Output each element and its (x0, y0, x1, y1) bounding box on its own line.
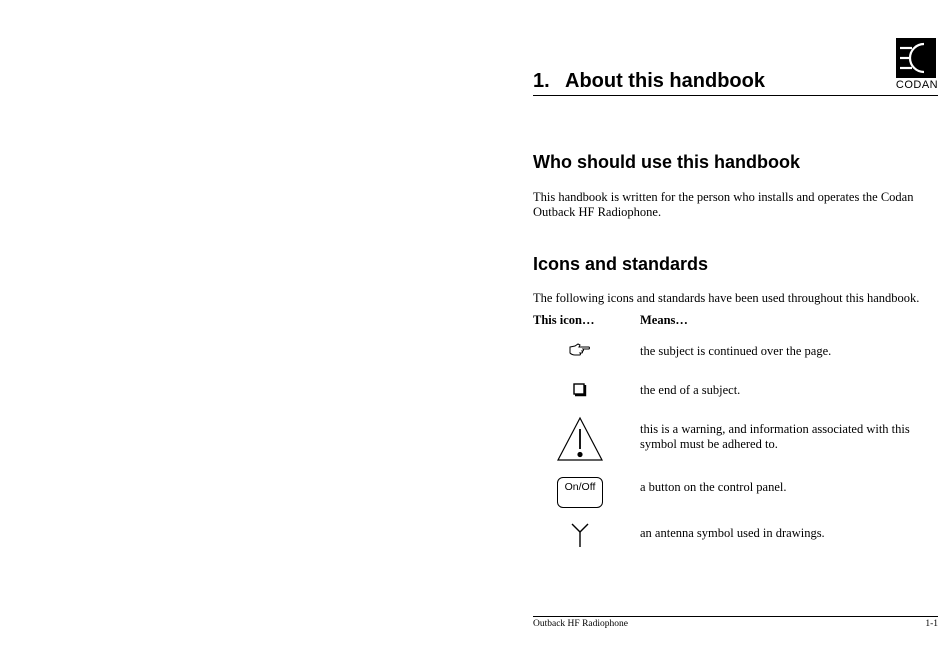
footer-rule (533, 616, 938, 617)
column-header-icon: This icon… (533, 313, 595, 327)
button-icon (540, 477, 620, 508)
meaning-warning: this is a warning, and information associated with this symbol must be adhered to. (640, 422, 910, 451)
page-number: 1-1 (925, 619, 938, 629)
logo-wordmark: CODAN (895, 79, 939, 91)
chapter-title (533, 70, 765, 93)
section-heading-who: Who should use this handbook (533, 152, 800, 172)
pointing-hand-icon (540, 343, 620, 357)
meaning-antenna: an antenna symbol used in drawings. (640, 526, 825, 540)
end-box-icon (540, 383, 620, 397)
warning-triangle-icon (540, 416, 620, 462)
antenna-icon (540, 522, 620, 548)
meaning-end: the end of a subject. (640, 383, 741, 397)
section-intro-icons: The following icons and standards have been used throughout this handbook. (533, 291, 920, 305)
header-rule (533, 95, 938, 96)
footer-title: Outback HF Radiophone (533, 619, 628, 629)
meaning-button: a button on the control panel. (640, 480, 787, 494)
chapter-title-text: About this handbook (565, 70, 765, 92)
codan-logo-icon (896, 38, 936, 78)
column-header-means: Means… (640, 313, 688, 327)
section-body-who: This handbook is written for the person who installs and operates the Codan Outback HF Radiophone. (533, 190, 914, 219)
chapter-number: 1. (533, 70, 550, 92)
section-heading-icons: Icons and standards (533, 254, 709, 274)
onoff-button-label: On/Off (557, 477, 603, 508)
meaning-continued: the subject is continued over the page. (640, 344, 832, 358)
